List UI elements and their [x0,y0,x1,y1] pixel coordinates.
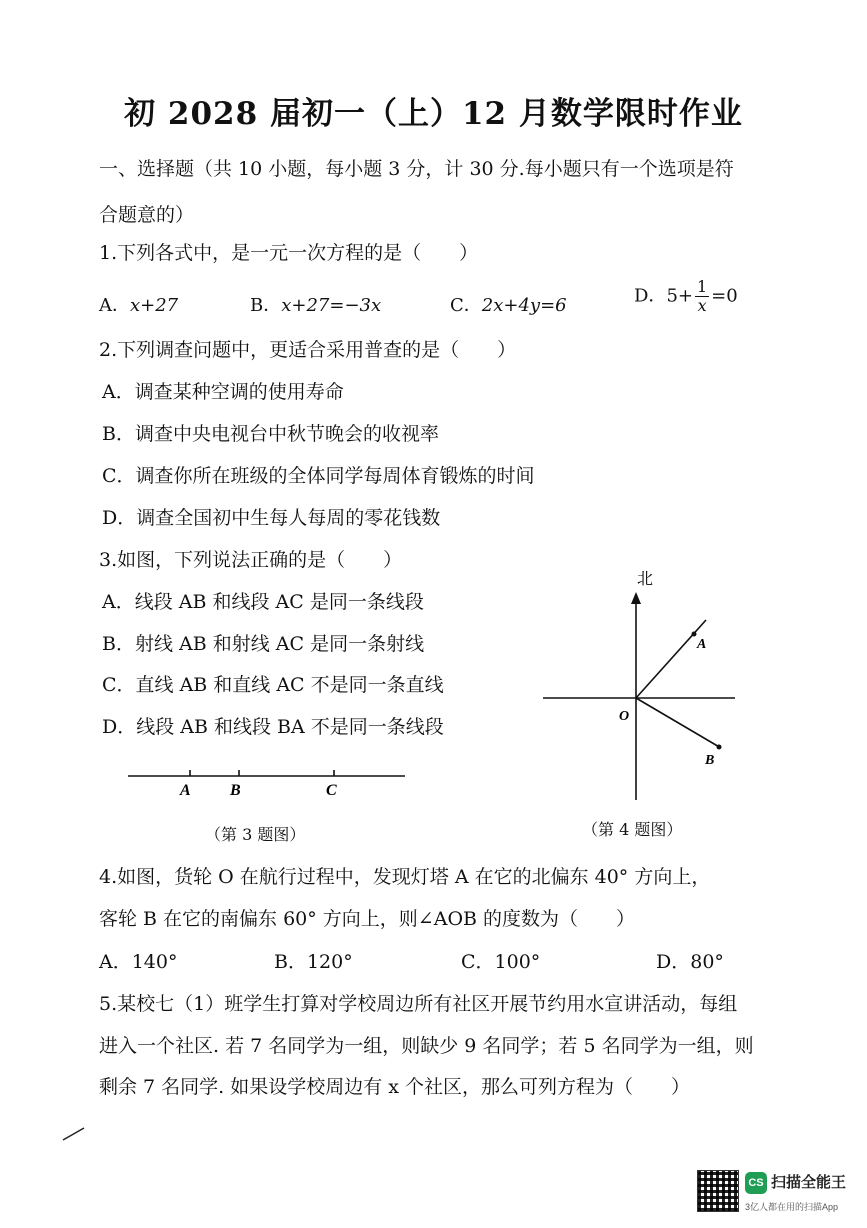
fraction [695,278,709,315]
q1-option-d [634,278,738,315]
q4-option-b: B．120° [274,951,353,973]
qr-code-icon [697,1170,739,1212]
label-a: A [697,637,707,652]
q2-option-c: C．调查你所在班级的全体同学每周体育锻炼的时间 [102,465,535,487]
q1-option-c-expr: 2x+4y=6 [481,295,567,316]
watermark-brand: 扫描全能王 [771,1174,847,1191]
q4-option-a: A．140° [99,951,178,973]
q2-option-d: D．调查全国初中生每人每周的零花钱数 [102,507,441,529]
q1-option-d-label: D． [634,285,667,307]
q3-label-c: C [326,782,337,799]
q1-option-c [450,291,567,317]
q3-option-d: D．线段 AB 和线段 BA 不是同一条线段 [102,716,444,738]
q2-stem: 2.下列调查问题中，更适合采用普查的是（ ） [99,339,517,361]
q4-figure [535,560,745,805]
q1-option-a-expr: x+27 [130,295,179,316]
q3-option-c: C．直线 AB 和直线 AC 不是同一条直线 [102,674,444,696]
q1-option-b-expr: x+27=−3x [281,295,382,316]
q5-stem-line2: 进入一个社区. 若 7 名同学为一组，则缺少 9 名同学；若 5 名同学为一组，则 [99,1035,754,1057]
q4-option-c: C．100° [461,951,541,973]
q3-label-b: B [230,782,241,799]
q3-option-b: B．射线 AB 和射线 AC 是同一条射线 [102,633,425,655]
q5-stem-line3: 剩余 7 名同学. 如果设学校周边有 x 个社区，那么可列方程为（ ） [99,1076,691,1098]
app-badge-icon: CS [745,1172,767,1194]
q1-option-d-pre: 5+ [666,285,693,307]
q4-stem-line2: 客轮 B 在它的南偏东 60° 方向上，则∠AOB 的度数为（ ） [99,908,636,930]
q1-option-c-label: C． [450,295,482,316]
pen-mark [60,1124,90,1144]
q3-label-a: A [180,782,191,799]
north-label: 北 [637,569,654,588]
section-heading: 一、选择题（共 10 小题，每小题 3 分，计 30 分.每小题只有一个选项是符 [99,158,734,180]
q5-stem-line1: 5.某校七（1）班学生打算对学校周边所有社区开展节约用水宣讲活动，每组 [99,993,738,1015]
q2-option-b: B．调查中央电视台中秋节晚会的收视率 [102,423,439,445]
q3-stem: 3.如图，下列说法正确的是（ ） [99,549,403,571]
point-a [692,632,697,637]
q1-stem: 1.下列各式中，是一元一次方程的是（ ） [99,242,479,264]
q4-option-d: D．80° [656,951,724,973]
page-title: 初 2028 届初一（上）12 月数学限时作业 [124,96,743,132]
q4-stem-line1: 4.如图，货轮 O 在航行过程中，发现灯塔 A 在它的北偏东 40° 方向上， [99,866,711,888]
q1-option-d-post: =0 [711,285,738,307]
fraction-denominator: x [697,296,707,315]
fraction-numerator: 1 [696,277,708,296]
q3-option-a: A．线段 AB 和线段 AC 是同一条线段 [102,591,424,613]
q4-caption: （第 4 题图） [582,820,683,839]
scanner-watermark [697,1168,857,1216]
q3-figure [120,760,420,810]
watermark-subtitle: 3亿人都在用的扫描App [745,1202,839,1212]
q2-option-a: A．调查某种空调的使用寿命 [102,381,344,403]
q1-option-a [99,291,178,317]
ray-oa [636,620,706,698]
section-heading-cont: 合题意的） [99,204,195,226]
q1-option-b [250,291,381,317]
ray-ob [636,698,721,748]
label-o: O [619,709,630,724]
point-b [717,745,722,750]
q1-option-b-label: B． [250,295,282,316]
q1-option-a-label: A． [99,295,130,316]
north-arrow-icon [631,592,641,604]
label-b: B [705,753,715,768]
q3-caption: （第 3 题图） [205,825,306,844]
